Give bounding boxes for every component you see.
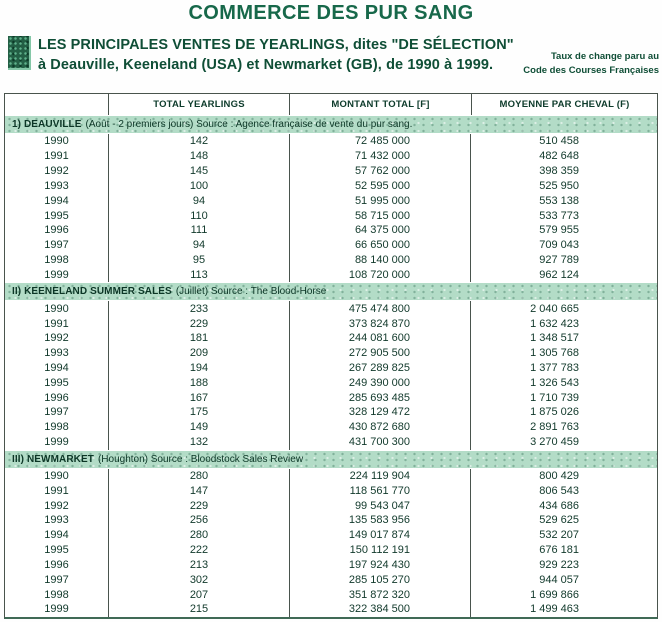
moyenne-cell: 3 270 459	[470, 435, 657, 450]
montant-total-cell: 150 112 191	[289, 543, 470, 558]
total-yearlings-cell: 111	[108, 223, 289, 238]
table-row	[5, 469, 657, 484]
montant-total-cell: 72 485 000	[289, 134, 470, 149]
table-row	[5, 498, 657, 513]
moyenne-cell: 1 875 026	[470, 405, 657, 420]
year-cell: 1991	[44, 317, 69, 330]
moyenne-cell: 676 181	[470, 543, 657, 558]
moyenne-cell: 525 950	[470, 178, 657, 193]
moyenne-cell: 929 223	[470, 558, 657, 573]
table-row	[5, 483, 657, 498]
section-banner-source: (Houghton) Source : Bloodstock Sales Review	[97, 453, 304, 465]
montant-total-cell: 58 715 000	[289, 208, 470, 223]
montant-total-cell: 322 384 500	[289, 602, 470, 617]
moyenne-cell: 398 359	[470, 164, 657, 179]
table-row	[5, 193, 657, 208]
moyenne-cell: 1 699 866	[470, 587, 657, 602]
moyenne-cell: 800 429	[470, 469, 657, 484]
year-cell: 1993	[44, 514, 69, 527]
year-cell: 1993	[44, 347, 69, 360]
year-cell: 1990	[44, 302, 69, 315]
montant-total-cell: 64 375 000	[289, 223, 470, 238]
montant-total-cell: 328 129 472	[289, 405, 470, 420]
total-yearlings-cell: 110	[108, 208, 289, 223]
year-cell: 1994	[44, 194, 69, 207]
moyenne-cell: 1 348 517	[470, 331, 657, 346]
table-row	[5, 301, 657, 316]
year-cell: 1992	[44, 499, 69, 512]
montant-total-cell: 118 561 770	[289, 483, 470, 498]
total-yearlings-cell: 209	[108, 346, 289, 361]
table-row	[5, 513, 657, 528]
moyenne-cell: 553 138	[470, 193, 657, 208]
col-header-total-yearlings: TOTAL YEARLINGS	[108, 94, 289, 115]
total-yearlings-cell: 229	[108, 498, 289, 513]
moyenne-cell: 482 648	[470, 149, 657, 164]
total-yearlings-cell: 149	[108, 420, 289, 435]
total-yearlings-cell: 181	[108, 331, 289, 346]
table-header-row	[5, 94, 657, 115]
total-yearlings-cell: 207	[108, 587, 289, 602]
total-yearlings-cell: 145	[108, 164, 289, 179]
table-row	[5, 346, 657, 361]
montant-total-cell: 430 872 680	[289, 420, 470, 435]
montant-total-cell: 249 390 000	[289, 375, 470, 390]
montant-total-cell: 272 905 500	[289, 346, 470, 361]
table-row	[5, 390, 657, 405]
montant-total-cell: 197 924 430	[289, 558, 470, 573]
total-yearlings-cell: 280	[108, 528, 289, 543]
montant-total-cell: 99 543 047	[289, 498, 470, 513]
table-row	[5, 435, 657, 450]
year-cell: 1990	[44, 469, 69, 482]
total-yearlings-cell: 95	[108, 253, 289, 268]
exchange-rate-note	[523, 50, 659, 79]
section-banner	[5, 451, 657, 468]
montant-total-cell: 373 824 870	[289, 316, 470, 331]
page-title: COMMERCE DES PUR SANG	[188, 2, 474, 24]
section-banner-source: (Juillet) Source : The Blood-Horse	[175, 286, 327, 298]
year-cell: 1992	[44, 165, 69, 178]
montant-total-cell: 149 017 874	[289, 528, 470, 543]
table-row	[5, 238, 657, 253]
total-yearlings-cell: 213	[108, 558, 289, 573]
montant-total-cell: 88 140 000	[289, 253, 470, 268]
moyenne-cell: 1 710 739	[470, 390, 657, 405]
year-cell: 1997	[44, 573, 69, 586]
moyenne-cell: 806 543	[470, 483, 657, 498]
montant-total-cell: 57 762 000	[289, 164, 470, 179]
year-cell: 1992	[44, 332, 69, 345]
total-yearlings-cell: 256	[108, 513, 289, 528]
year-cell: 1997	[44, 239, 69, 252]
table-row	[5, 375, 657, 390]
col-header-empty	[5, 94, 108, 115]
section-banner	[5, 116, 657, 133]
table-row	[5, 543, 657, 558]
year-cell: 1994	[44, 529, 69, 542]
total-yearlings-cell: 188	[108, 375, 289, 390]
montant-total-cell: 351 872 320	[289, 587, 470, 602]
section-banner-title: II) KEENELAND SUMMER SALES	[12, 286, 172, 298]
moyenne-cell: 434 686	[470, 498, 657, 513]
year-cell: 1996	[44, 224, 69, 237]
year-cell: 1998	[44, 421, 69, 434]
year-cell: 1990	[44, 135, 69, 148]
moyenne-cell: 927 789	[470, 253, 657, 268]
note-line-1: Taux de change paru au	[550, 51, 659, 62]
moyenne-cell: 1 326 543	[470, 375, 657, 390]
moyenne-cell: 2 891 763	[470, 420, 657, 435]
total-yearlings-cell: 142	[108, 134, 289, 149]
montant-total-cell: 285 105 270	[289, 572, 470, 587]
montant-total-cell: 66 650 000	[289, 238, 470, 253]
col-header-montant-total: MONTANT TOTAL [F]	[289, 94, 471, 115]
total-yearlings-cell: 147	[108, 483, 289, 498]
table-row	[5, 558, 657, 573]
moyenne-cell: 709 043	[470, 238, 657, 253]
year-cell: 1995	[44, 209, 69, 222]
total-yearlings-cell: 167	[108, 390, 289, 405]
table-row	[5, 223, 657, 238]
total-yearlings-cell: 215	[108, 602, 289, 617]
table-row	[5, 208, 657, 223]
year-cell: 1999	[44, 603, 69, 616]
table-row	[5, 602, 657, 617]
note-line-2: Code des Courses Françaises	[523, 65, 659, 77]
moyenne-cell: 1 377 783	[470, 361, 657, 376]
moyenne-cell: 529 625	[470, 513, 657, 528]
green-square-icon	[8, 36, 31, 70]
montant-total-cell: 285 693 485	[289, 390, 470, 405]
col-header-moyenne-par-cheval: MOYENNE PAR CHEVAL (F)	[471, 94, 657, 115]
year-cell: 1999	[44, 268, 69, 281]
moyenne-cell: 2 040 665	[470, 301, 657, 316]
moyenne-cell: 533 773	[470, 208, 657, 223]
year-cell: 1995	[44, 376, 69, 389]
total-yearlings-cell: 194	[108, 361, 289, 376]
montant-total-cell: 135 583 956	[289, 513, 470, 528]
table-row	[5, 267, 657, 282]
section-banner	[5, 283, 657, 300]
montant-total-cell: 431 700 300	[289, 435, 470, 450]
moyenne-cell: 532 207	[470, 528, 657, 543]
year-cell: 1998	[44, 588, 69, 601]
section-banner-source: (Août - 2 premiers jours) Source : Agence française de vente du pur sang.	[85, 119, 413, 130]
sales-table	[4, 93, 658, 619]
section-banner-title: 1) DEAUVILLE	[12, 119, 82, 130]
year-cell: 1998	[44, 254, 69, 267]
montant-total-cell: 51 995 000	[289, 193, 470, 208]
total-yearlings-cell: 94	[108, 238, 289, 253]
montant-total-cell: 224 119 904	[289, 469, 470, 484]
year-cell: 1997	[44, 406, 69, 419]
moyenne-cell: 1 632 423	[470, 316, 657, 331]
total-yearlings-cell: 94	[108, 193, 289, 208]
table-row	[5, 361, 657, 376]
total-yearlings-cell: 148	[108, 149, 289, 164]
total-yearlings-cell: 113	[108, 267, 289, 282]
montant-total-cell: 267 289 825	[289, 361, 470, 376]
year-cell: 1995	[44, 544, 69, 557]
heading-line-1: LES PRINCIPALES VENTES DE YEARLINGS, dites "DE SÉLECTION"	[38, 37, 514, 53]
year-cell: 1994	[44, 362, 69, 374]
total-yearlings-cell: 233	[108, 301, 289, 316]
moyenne-cell: 962 124	[470, 267, 657, 282]
table-row	[5, 587, 657, 602]
table-row	[5, 253, 657, 268]
montant-total-cell: 71 432 000	[289, 149, 470, 164]
table-body	[5, 115, 657, 617]
moyenne-cell: 579 955	[470, 223, 657, 238]
table-row	[5, 134, 657, 149]
moyenne-cell: 944 057	[470, 572, 657, 587]
heading-line-2: à Deauville, Keeneland (USA) et Newmarket (GB), de 1990 à 1999.	[38, 57, 494, 74]
year-cell: 1999	[44, 436, 69, 449]
montant-total-cell: 108 720 000	[289, 267, 470, 282]
table-row	[5, 164, 657, 179]
year-cell: 1991	[44, 150, 69, 163]
table-row	[5, 331, 657, 346]
table-row	[5, 178, 657, 193]
moyenne-cell: 1 305 768	[470, 346, 657, 361]
total-yearlings-cell: 280	[108, 469, 289, 484]
year-cell: 1996	[44, 391, 69, 404]
table-row	[5, 572, 657, 587]
total-yearlings-cell: 100	[108, 178, 289, 193]
table-row	[5, 405, 657, 420]
table-row	[5, 149, 657, 164]
year-cell: 1991	[44, 484, 69, 497]
table-row	[5, 420, 657, 435]
total-yearlings-cell: 222	[108, 543, 289, 558]
montant-total-cell: 52 595 000	[289, 178, 470, 193]
table-row	[5, 528, 657, 543]
section-banner-title: III) NEWMARKET	[12, 453, 94, 465]
montant-total-cell: 475 474 800	[289, 301, 470, 316]
moyenne-cell: 510 458	[470, 134, 657, 149]
moyenne-cell: 1 499 463	[470, 602, 657, 617]
table-row	[5, 316, 657, 331]
year-cell: 1993	[44, 179, 69, 192]
section-heading	[38, 35, 514, 76]
montant-total-cell: 244 081 600	[289, 331, 470, 346]
total-yearlings-cell: 302	[108, 572, 289, 587]
total-yearlings-cell: 132	[108, 435, 289, 450]
year-cell: 1996	[44, 558, 69, 571]
total-yearlings-cell: 175	[108, 405, 289, 420]
total-yearlings-cell: 229	[108, 316, 289, 331]
